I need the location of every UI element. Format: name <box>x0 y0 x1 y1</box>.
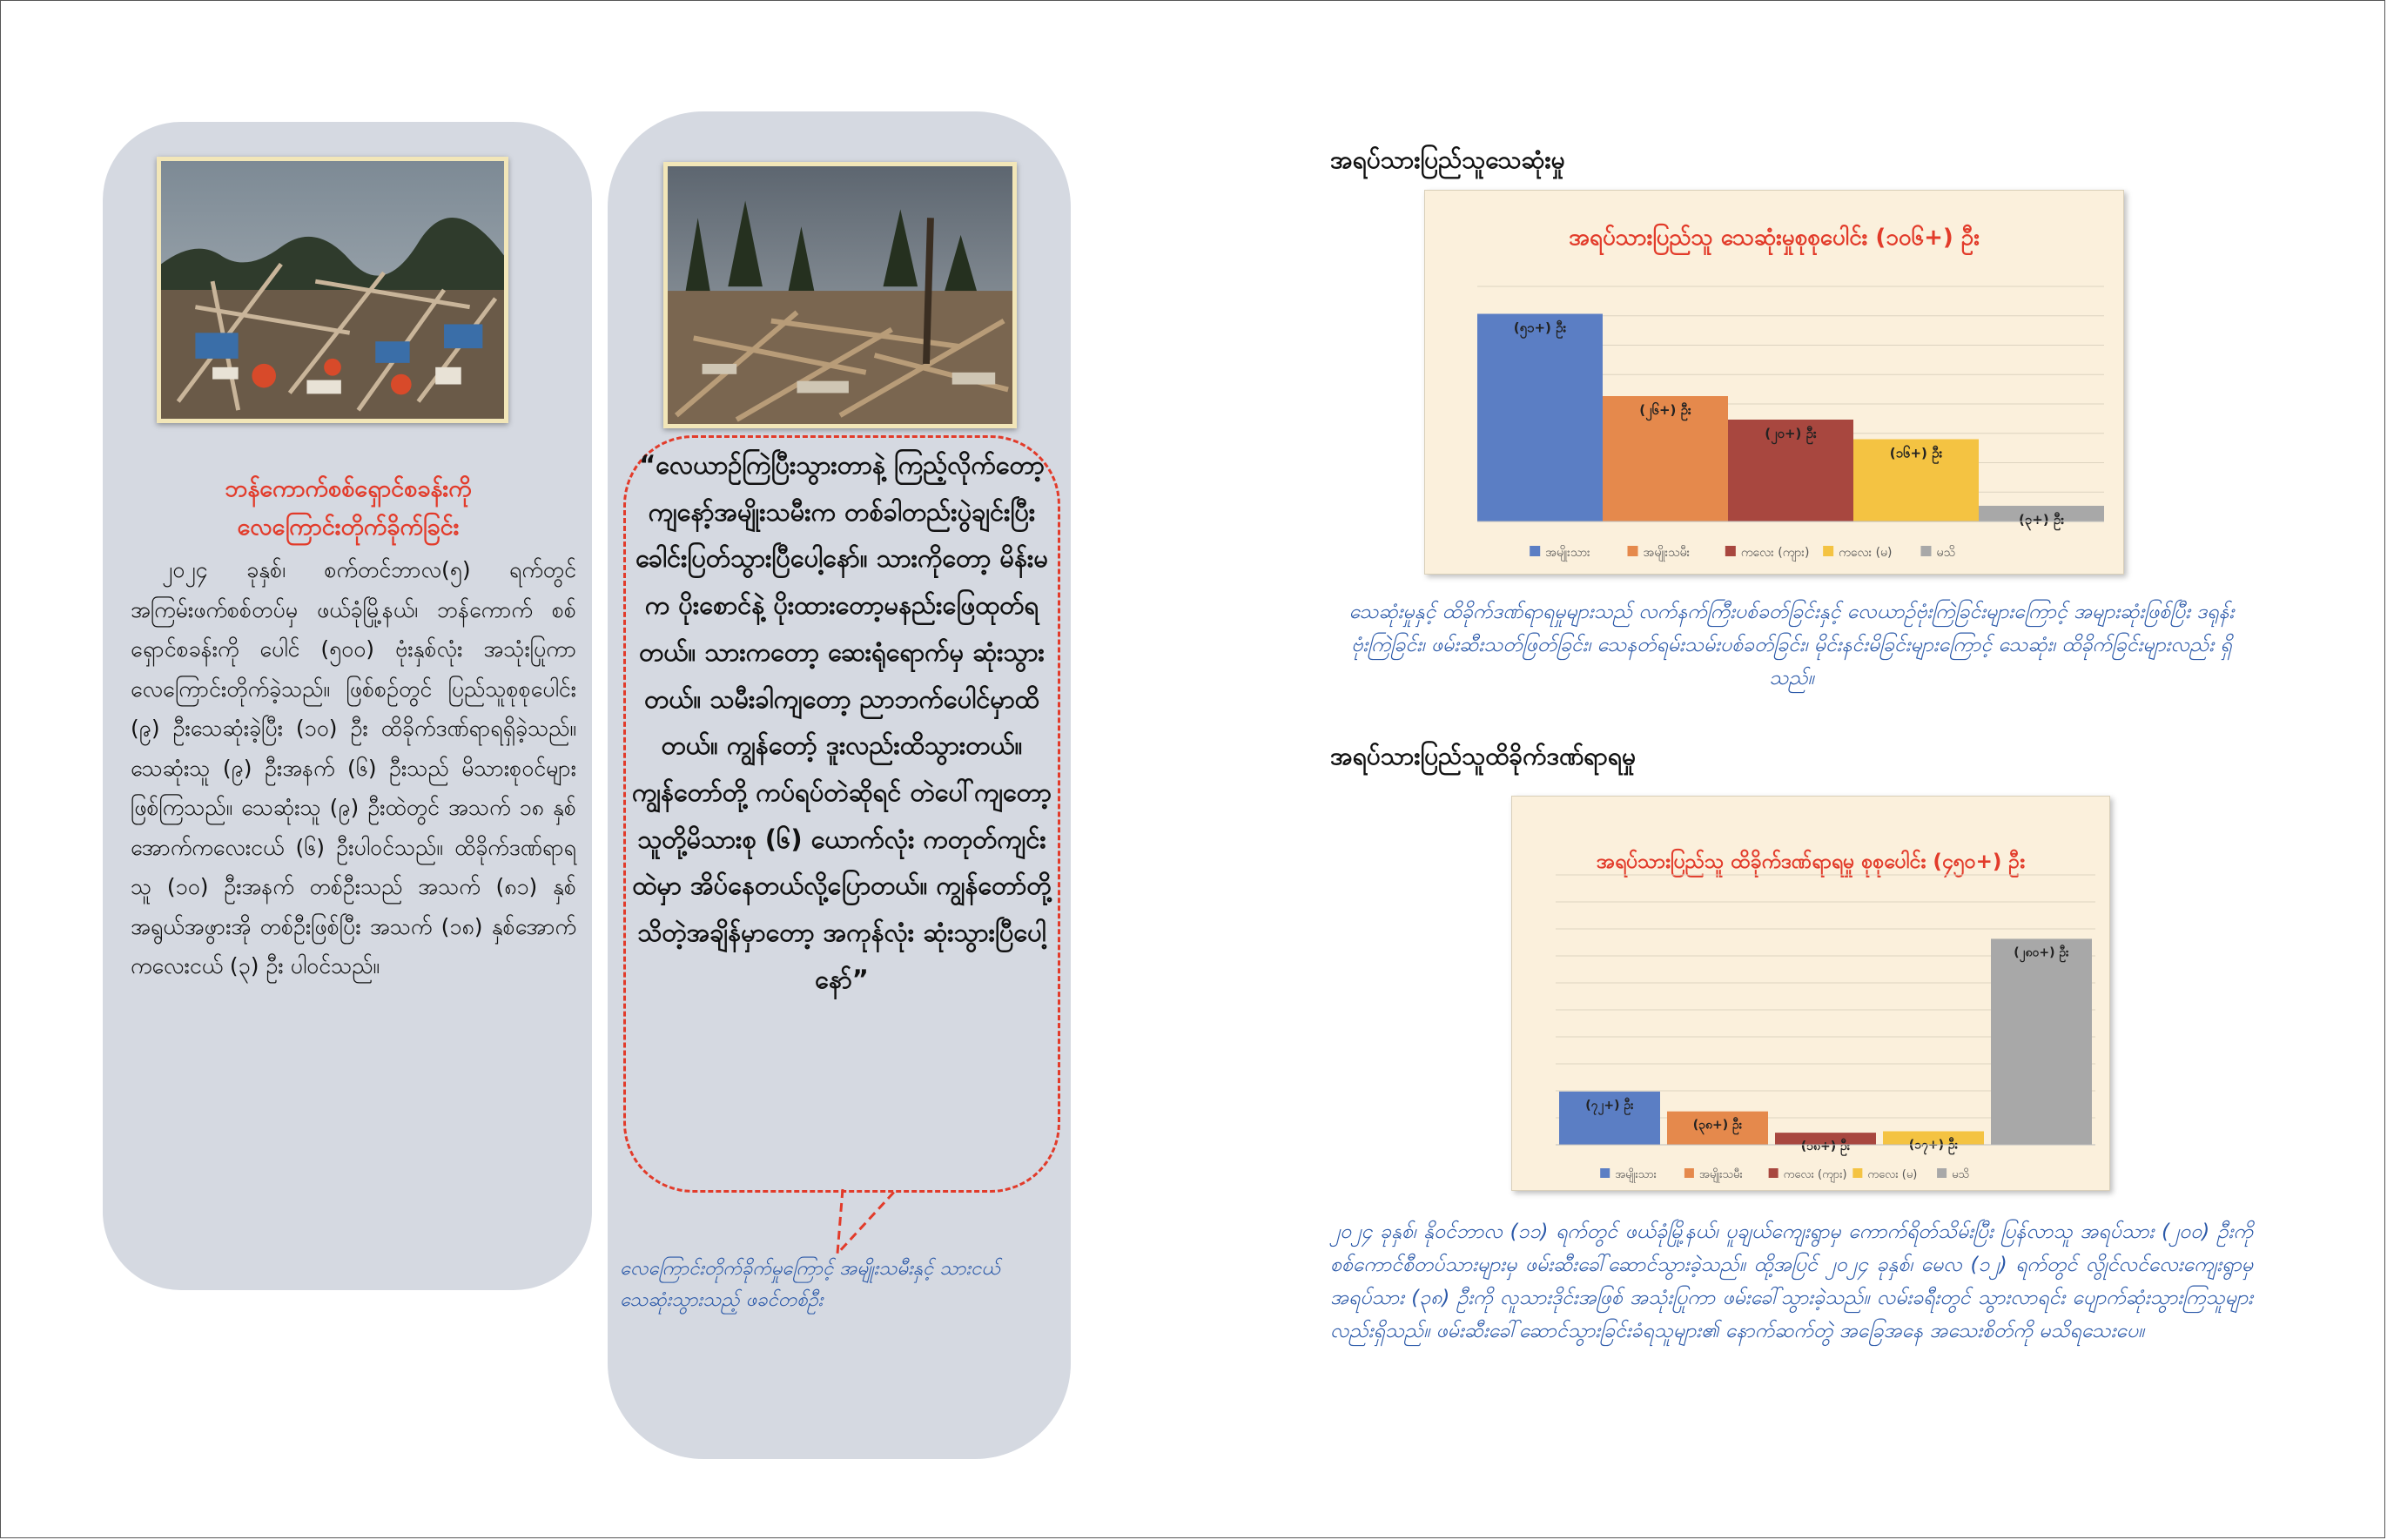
legend-label: ကလေး (ကျား) <box>1783 1168 1847 1181</box>
deaths-section-heading: အရပ်သားပြည်သူသေဆုံးမှု <box>1330 145 1565 174</box>
legend-label: ကလေး (မ) <box>1867 1168 1918 1181</box>
airstrike-photo-2 <box>663 162 1017 428</box>
chart-data-label: (၃၈+) ဦး <box>1692 1118 1743 1133</box>
legend-swatch <box>1684 1168 1694 1178</box>
legend-swatch <box>1852 1168 1862 1178</box>
legend-swatch <box>1769 1168 1778 1178</box>
chart-data-label: (၁၆+) ဦး <box>1889 445 1943 461</box>
legend-swatch <box>1725 546 1736 556</box>
chart-data-label: (၅၁+) ဦး <box>1513 319 1567 336</box>
legend-swatch <box>1937 1168 1947 1178</box>
legend-label: အမျိုးသမီး <box>1643 546 1691 560</box>
chart-bar <box>1477 314 1603 522</box>
legend-swatch <box>1628 546 1638 556</box>
survivor-quote: “လေယာဥ်ကြဲပြီးသွားတာနဲ့ ကြည့်လိုက်တော့ ကျနော့်အမျိုးသမီးက တစ်ခါတည်းပွဲချင်းပြီး ခေါင်းပြတ်သွားပြီပေါ့နော်။ သားကိုတော့ မိန်းမက ပိုးစောင်နဲ့ ပိုးထားတော့မနည်းဖြေထုတ်ရတယ်။ သားကတော့ ဆေးရုံရောက်မှ ဆုံးသွားတယ်။ သမီးခါကျတော့ ညာဘက်ပေါင်မှာထိတယ်။ ကျွန်တော့် ဒူးလည်းထိသွားတယ်။ ကျွန်တော်တို့ ကပ်ရပ်တဲဆိုရင် တဲပေါ်ကျတော့ သူတို့မိသားစု (၆) ယောက်လုံး ကတုတ်ကျင်းထဲမှာ အိပ်နေတယ်လို့ပြောတယ်။ ကျွန်တော်တို့ သိတဲ့အချိန်မှာတော့ အကုန်လုံး ဆုံးသွားပြီပေါ့နော်” <box>632 450 1052 994</box>
left-heading <box>131 470 566 547</box>
injuries-caption: ၂၀၂၄ ခုနှစ်၊ နိုဝင်ဘာလ (၁၁) ရက်တွင် ဖယ်ခုံမြို့နယ်၊ ပူချယ်ကျေးရွာမှ ကောက်ရိတ်သိမ်းပြီး ပြန်လာသူ အရပ်သား (၂၀၀) ဦးကို စစ်ကောင်စီတပ်သားများမှ ဖမ်းဆီးခေါ်ဆောင်သွားခဲ့သည်။ ထို့အပြင် ၂၀၂၄ ခုနှစ်၊ မေလ (၁၂) ရက်တွင် လွိုင်လင်လေးကျေးရွာမှ အရပ်သား (၃၈) ဦးကို လူသားဒိုင်းအဖြစ် အသုံးပြုကာ ဖမ်းခေါ်သွားခဲ့သည်။ လမ်းခရီးတွင် သွားလာရင်း ပျောက်ဆုံးသွားကြသူများလည်းရှိသည်။ ဖမ်းဆီးခေါ်ဆောင်သွားခြင်းခံရသူများ၏ နောက်ဆက်တွဲ အခြေအနေ အသေးစိတ်ကို မသိရသေးပေ။ <box>1330 1221 2253 1342</box>
chart-data-label: (၂၆+) ဦး <box>1639 402 1691 418</box>
legend-swatch <box>1920 546 1931 556</box>
chart-data-label: (၃+) ဦး <box>2018 512 2065 528</box>
chart-data-label: (၁၈+) ဦး <box>1800 1140 1851 1154</box>
deaths-chart <box>1424 190 2124 575</box>
chart-bar <box>1991 938 2092 1145</box>
airstrike-photo-1 <box>157 157 508 423</box>
legend-swatch <box>1530 546 1540 556</box>
injuries-section-heading: အရပ်သားပြည်သူထိခိုက်ဒဏ်ရာရမှု <box>1330 742 1636 770</box>
legend-label: ကလေး (မ) <box>1839 546 1893 560</box>
legend-label: မသိ <box>1936 546 1956 560</box>
chart-data-label: (၂၈၀+) ဦး <box>2014 945 2069 960</box>
left-heading-line1: ဘန်ကောက်စစ်ရှောင်စခန်းကို <box>225 475 472 502</box>
legend-label: အမျိုးသား <box>1545 546 1590 560</box>
chart-title: အရပ်သားပြည်သူ ထိခိုက်ဒဏ်ရာရမှု စုစုပေါင်း (၄၅၀+) ဦး <box>1596 851 2026 873</box>
left-body-text <box>131 550 576 986</box>
left-heading-line2: လေကြောင်းတိုက်ခိုက်ခြင်း <box>237 514 460 541</box>
deaths-chart-svg <box>1425 191 2123 574</box>
legend-label: မသိ <box>1952 1168 1970 1181</box>
speech-bubble-tail <box>836 1187 923 1257</box>
deaths-caption: သေဆုံးမှုနှင့် ထိခိုက်ဒဏ်ရာရမှုများသည် လက်နက်ကြီးပစ်ခတ်ခြင်းနှင့် လေယာဥ်ဗုံးကြဲခြင်းများကြောင့် အများဆုံးဖြစ်ပြီး ဒရုန်းဗုံးကြဲခြင်း၊ ဖမ်းဆီးသတ်ဖြတ်ခြင်း၊ သေနတ်ရမ်းသမ်းပစ်ခတ်ခြင်း၊ မိုင်းနင်းမိခြင်းများကြောင့် သေဆုံး၊ ထိခိုက်ခြင်းများလည်း ရှိသည်။ <box>1348 601 2235 689</box>
injuries-chart-svg <box>1512 797 2109 1190</box>
legend-label: အမျိုးသမီး <box>1698 1168 1743 1181</box>
chart-data-label: (၁၇+) ဦး <box>1908 1138 1959 1153</box>
quote-caption: လေကြောင်းတိုက်ခိုက်မှုကြောင့် အမျိုးသမီးနှင့် သားငယ်သေဆုံးသွားသည့် ဖခင်တစ်ဦး <box>620 1258 1000 1311</box>
chart-title: အရပ်သားပြည်သူ သေဆုံးမှုစုစုပေါင်း (၁၀၆+) ဦး <box>1569 225 1980 251</box>
legend-swatch <box>1823 546 1833 556</box>
legend-label: ကလေး (ကျား) <box>1740 546 1810 560</box>
legend-swatch <box>1600 1168 1610 1178</box>
legend-label: အမျိုးသား <box>1615 1168 1657 1181</box>
injuries-chart <box>1511 796 2110 1191</box>
chart-data-label: (၇၂+) ဦး <box>1585 1098 1634 1113</box>
chart-data-label: (၂၀+) ဦး <box>1765 426 1817 441</box>
left-body-paragraph: ၂၀၂၄ ခုနှစ်၊ စက်တင်ဘာလ(၅) ရက်တွင် အကြမ်းဖက်စစ်တပ်မှ ဖယ်ခုံမြို့နယ်၊ ဘန်ကောက် စစ်ရှောင်စခန်းကို ပေါင် (၅၀၀) ဗုံးနှစ်လုံး အသုံးပြုကာ လေကြောင်းတိုက်ခဲ့သည်။ ဖြစ်စဉ်တွင် ပြည်သူစုစုပေါင်း (၉) ဦးသေဆုံးခဲ့ပြီး (၁၀) ဦး ထိခိုက်ဒဏ်ရာရရှိခဲ့သည်။ သေဆုံးသူ (၉) ဦးအနက် (၆) ဦးသည် မိသားစုဝင်များ ဖြစ်ကြသည်။ သေဆုံးသူ (၉) ဦးထဲတွင် အသက် ၁၈ နှစ်အောက်ကလေးငယ် (၆) ဦးပါဝင်သည်။ ထိခိုက်ဒဏ်ရာရသူ (၁၀) ဦးအနက် တစ်ဦးသည် အသက် (၈၁) နှစ်အရွယ်အဖွားအို တစ်ဦးဖြစ်ပြီး အသက် (၁၈) နှစ်အောက် ကလေးငယ် (၃) ဦး ပါဝင်သည်။ <box>131 557 576 978</box>
